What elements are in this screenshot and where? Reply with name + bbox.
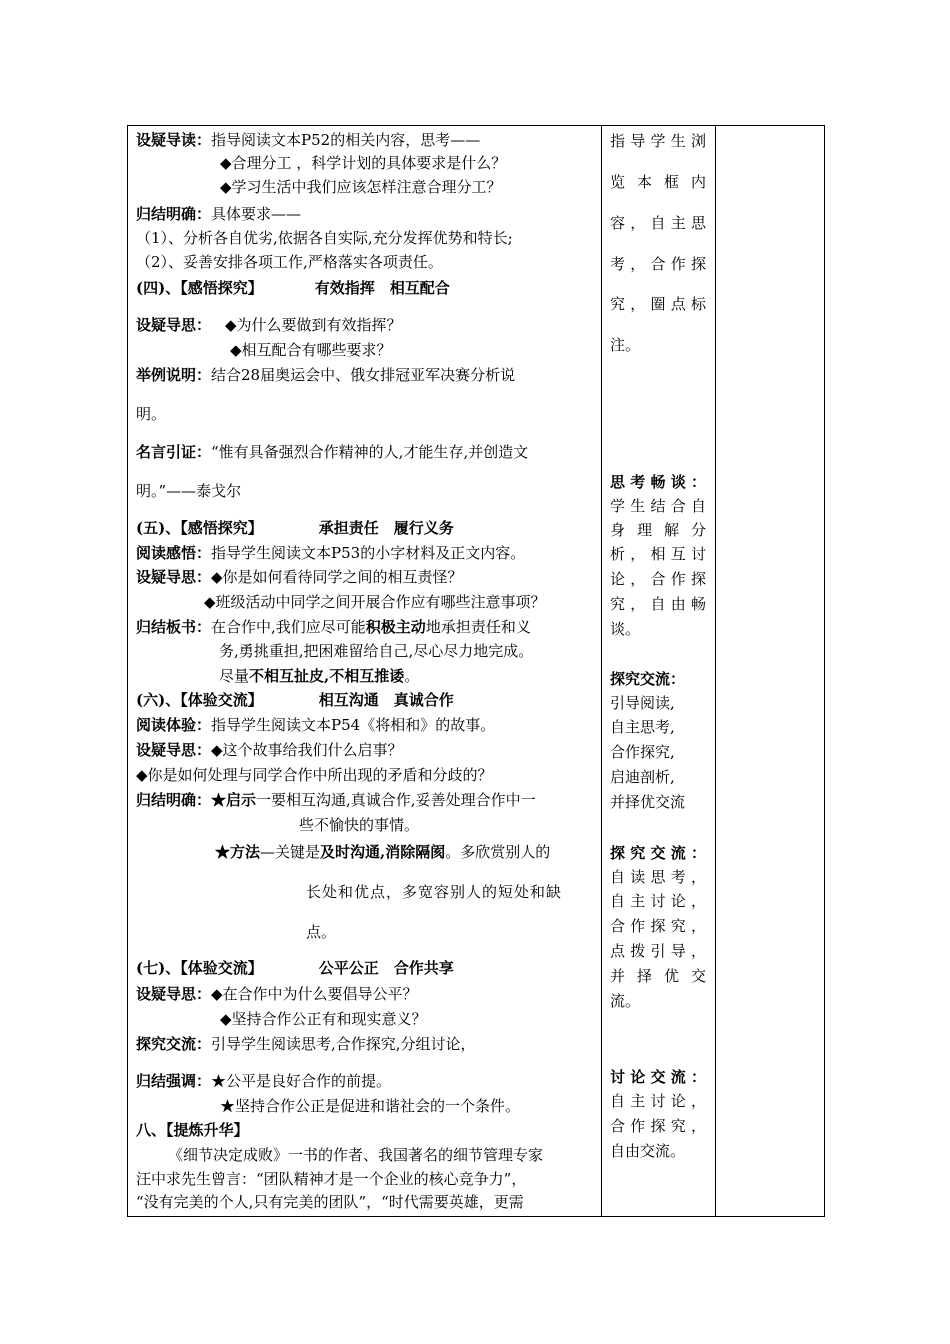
section-heading: (五)、【感悟探究】 承担责任 履行义务 <box>136 519 454 537</box>
column-divider <box>601 126 602 1216</box>
text-line: 务,勇挑重担,把困难留给自己,尽心尽力地完成。 <box>219 642 534 660</box>
side-heading: 思考畅谈： <box>610 473 706 491</box>
side-text: 合作探究， <box>610 917 706 935</box>
side-text: 究，自由畅 <box>610 595 706 613</box>
section-heading: (四)、【感悟探究】 有效指挥 相互配合 <box>136 279 450 297</box>
text-line: ◆你是如何处理与同学合作中所出现的矛盾和分歧的？ <box>136 766 493 784</box>
text-line: 设疑导读：指导阅读文本P52的相关内容，思考—— <box>136 131 481 149</box>
text-line: 归结板书：在合作中,我们应尽可能积极主动地承担责任和义 <box>136 618 531 636</box>
side-text: 点拨引导， <box>610 942 706 960</box>
side-text: 自读思考， <box>610 868 706 886</box>
text-line: ★方法—关键是及时沟通,消除隔阂。多欣赏别人的 <box>215 843 551 861</box>
side-heading: 探究交流： <box>610 844 706 862</box>
text-line: 设疑导思：◆这个故事给我们什么启事？ <box>136 741 403 759</box>
side-text: 自由交流。 <box>610 1142 686 1160</box>
text-line: 明。”——泰戈尔 <box>136 482 242 500</box>
text-line: ◆学习生活中我们应该怎样注意合理分工？ <box>220 178 502 196</box>
side-text: 自主讨论， <box>610 1092 706 1110</box>
text-line: （1）、分析各自优劣,依据各自实际,充分发挥优势和特长; <box>136 229 513 247</box>
side-text: 身理解分 <box>610 521 706 539</box>
text-line: 阅读感悟：指导学生阅读文本P53的小字材料及正文内容。 <box>136 544 526 562</box>
text-line: 设疑导思：◆你是如何看待同学之间的相互责怪？ <box>136 568 463 586</box>
text-line: 探究交流：引导学生阅读思考,合作探究,分组讨论， <box>136 1035 476 1053</box>
side-text: 合作探究， <box>610 1117 706 1135</box>
text-line: 名言引证：“惟有具备强烈合作精神的人,才能生存,并创造文 <box>136 443 529 461</box>
text-line: ★坚持合作公正是促进和谐社会的一个条件。 <box>220 1097 521 1115</box>
side-text: 并择优交流 <box>610 793 686 811</box>
text-line: 归结明确：具体要求—— <box>136 205 302 223</box>
side-text: 自主讨论， <box>610 892 706 910</box>
text-line: “没有完美的个人,只有完美的团队”，“时代需要英雄，更需 <box>136 1193 524 1211</box>
side-text: 注。 <box>610 336 641 354</box>
side-text: 指导学生浏 <box>610 132 706 150</box>
text-line: 尽量不相互扯皮,不相互推诿。 <box>219 667 420 685</box>
text-line: ◆班级活动中同学之间开展合作应有哪些注意事项？ <box>204 593 546 611</box>
text-line: 些不愉快的事情。 <box>299 816 420 834</box>
text-line: 长处和优点，多宽容别人的短处和缺 <box>306 883 563 901</box>
text-line: 明。 <box>136 405 167 423</box>
text-line: 《细节决定成败》一书的作者、我国著名的细节管理专家 <box>168 1146 544 1164</box>
section-heading: (六)、【体验交流】 相互沟通 真诚合作 <box>136 691 454 709</box>
side-text: 启迪剖析, <box>610 768 675 786</box>
section-heading: 八、【提炼升华】 <box>136 1121 249 1139</box>
text-line: 设疑导思：◆在合作中为什么要倡导公平？ <box>136 985 418 1003</box>
side-heading: 讨论交流： <box>610 1068 706 1086</box>
side-text: 究，圈点标 <box>610 295 706 313</box>
section-heading: (七)、【体验交流】 公平公正 合作共享 <box>136 959 454 977</box>
text-line: 点。 <box>306 923 337 941</box>
text-line: ◆坚持合作公正有和现实意义？ <box>220 1010 427 1028</box>
text-line: （2）、妥善安排各项工作,严格落实各项责任。 <box>136 253 443 271</box>
side-text: 学生结合自 <box>610 497 706 515</box>
column-divider <box>715 126 716 1216</box>
text-line: 阅读体验：指导学生阅读文本P54《将相和》的故事。 <box>136 716 496 734</box>
text-line: ◆相互配合有哪些要求？ <box>230 341 392 359</box>
side-text: 析，相互讨 <box>610 545 706 563</box>
side-text: 考，合作探 <box>610 255 706 273</box>
side-heading: 探究交流： <box>610 670 686 688</box>
text-line: ◆合理分工 ，科学计划的具体要求是什么？ <box>220 154 507 172</box>
side-text: 合作探究, <box>610 743 675 761</box>
text-line: 归结强调：★公平是良好合作的前提。 <box>136 1072 392 1090</box>
side-text: 流。 <box>610 992 641 1010</box>
side-text: 览本框内 <box>610 173 706 191</box>
side-text: 引导阅读, <box>610 694 675 712</box>
text-line: 设疑导思： ◆为什么要做到有效指挥？ <box>136 316 402 334</box>
side-text: 谈。 <box>610 620 641 638</box>
side-text: 论，合作探 <box>610 570 706 588</box>
side-text: 并择优交 <box>610 967 706 985</box>
text-line: 归结明确：★启示一要相互沟通,真诚合作,妥善处理合作中一 <box>136 791 536 809</box>
side-text: 容，自主思 <box>610 214 706 232</box>
side-text: 自主思考, <box>610 718 675 736</box>
text-line: 举例说明：结合28届奥运会中、俄女排冠亚军决赛分析说 <box>136 366 516 384</box>
text-line: 汪中求先生曾言：“团队精神才是一个企业的核心竞争力”， <box>136 1170 527 1188</box>
